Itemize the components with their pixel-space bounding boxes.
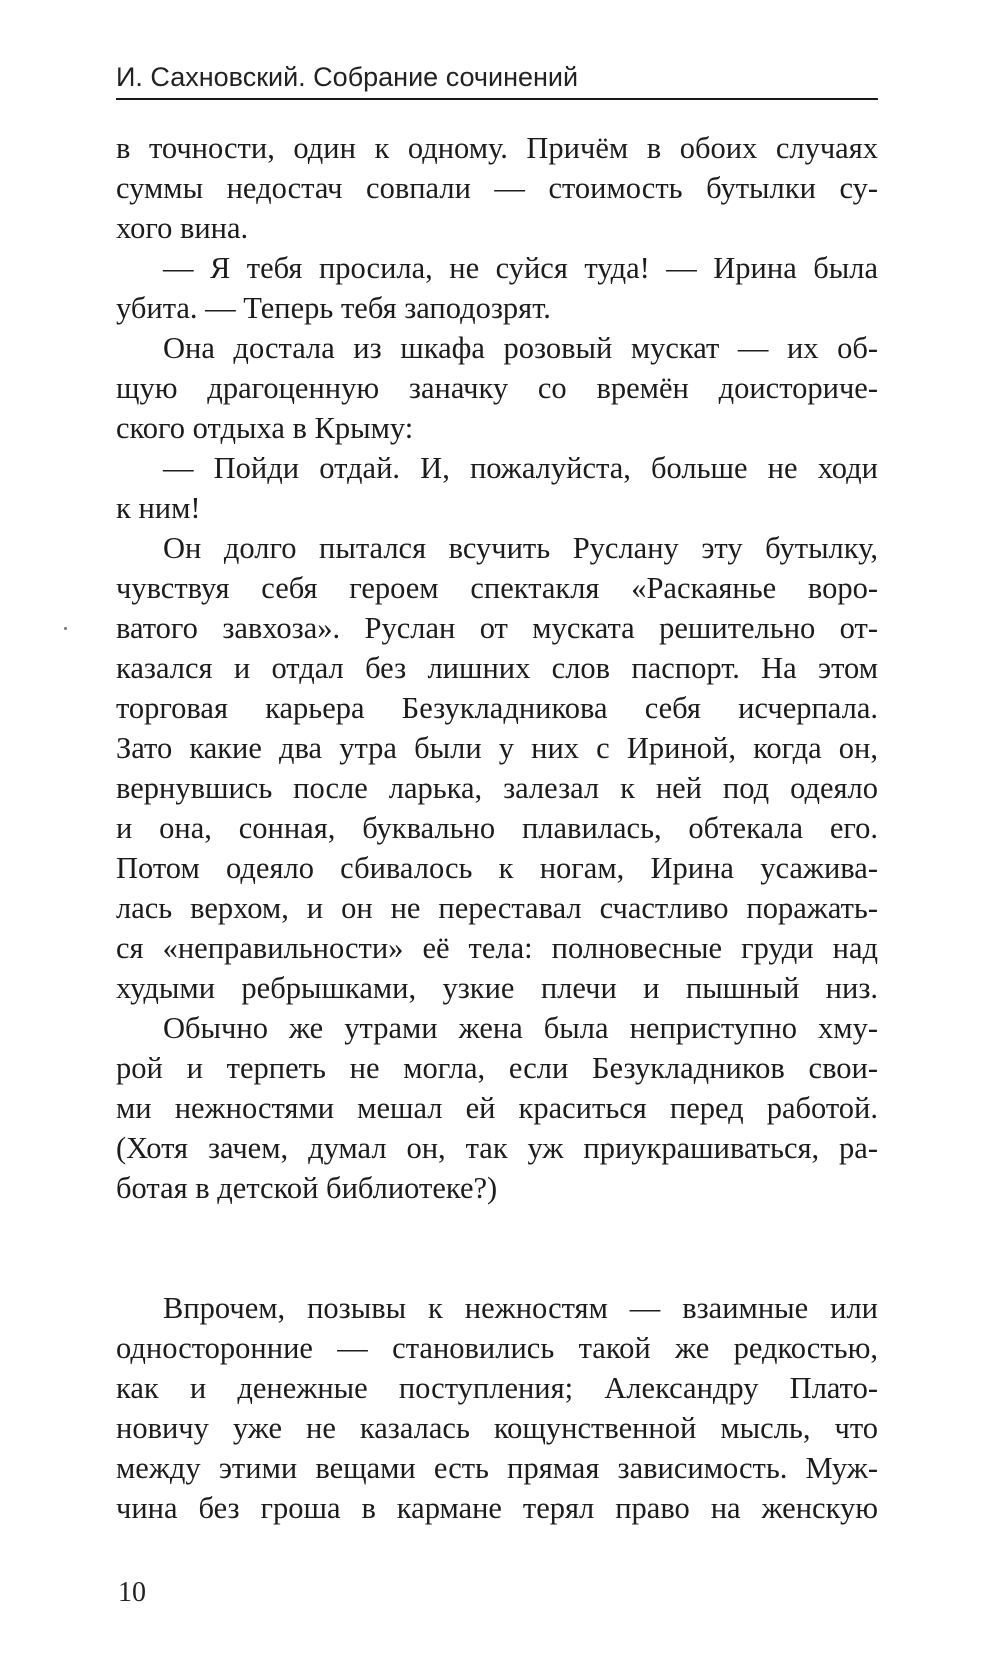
text-line: как и денежные поступления; Александру Плато-: [116, 1371, 878, 1405]
text-line: Впрочем, позывы к нежностям — взаимные или: [163, 1291, 878, 1325]
text-line: худыми ребрышками, узкие плечи и пышный низ.: [116, 971, 878, 1005]
text-line: Потом одеяло сбивалось к ногам, Ирина усажива-: [116, 851, 878, 885]
text-line: ского отдыха в Крыму:: [116, 411, 414, 445]
text-line: торговая карьера Безукладникова себя исчерпала.: [116, 691, 878, 725]
text-line: ми нежностями мешал ей краситься перед работой.: [116, 1091, 878, 1125]
text-line: лась верхом, и он не переставал счастливо поражать-: [116, 891, 878, 925]
text-line: щую драгоценную заначку со времён доисториче-: [116, 371, 878, 405]
text-line: (Хотя зачем, думал он, так уж приукрашиваться, ра-: [116, 1131, 878, 1165]
text-line: чина без гроша в кармане терял право на женскую: [116, 1491, 878, 1525]
text-line: чувствуя себя героем спектакля «Раскаянье воро-: [116, 571, 878, 605]
text-line: Она достала из шкафа розовый мускат — их об-: [163, 331, 878, 365]
text-line: между этими вещами есть прямая зависимость. Муж-: [116, 1451, 878, 1485]
text-line: односторонние — становились такой же редкостью,: [116, 1331, 878, 1365]
header-rule: [116, 98, 878, 100]
page-number: 10: [118, 1577, 146, 1608]
text-line: ся «неправильности» её тела: полновесные груди над: [116, 931, 878, 965]
text-line: новичу уже не казалась кощунственной мысль, что: [116, 1411, 878, 1445]
text-line: хого вина.: [116, 211, 249, 245]
text-line: в точности, один к одному. Причём в обоих случаях: [116, 131, 878, 165]
text-line: Зато какие два утра были у них с Ириной, когда он,: [116, 731, 878, 765]
text-line: — Я тебя просила, не суйся туда! — Ирина была: [163, 251, 878, 285]
print-speck: [64, 627, 67, 630]
text-line: Он долго пытался всучить Руслану эту бутылку,: [163, 531, 878, 565]
text-line: казался и отдал без лишних слов паспорт. На этом: [116, 651, 878, 685]
page-body: [116, 128, 878, 1528]
section-break: [116, 1208, 878, 1288]
text-line: ватого завхоза». Руслан от муската решительно от-: [116, 611, 878, 645]
text-line: вернувшись после ларька, залезал к ней под одеяло: [116, 771, 878, 805]
text-line: ботая в детской библиотеке?): [116, 1171, 498, 1205]
text-line: и она, сонная, буквально плавилась, обтекала его.: [116, 811, 878, 845]
running-header: И. Сахновский. Собрание сочинений: [116, 62, 579, 92]
text-line: суммы недостач совпали — стоимость бутылки су-: [116, 171, 878, 205]
text-line: убита. — Теперь тебя заподозрят.: [116, 291, 551, 325]
text-line: рой и терпеть не могла, если Безукладников свои-: [116, 1051, 878, 1085]
text-line: Обычно же утрами жена была неприступно хму-: [163, 1011, 878, 1045]
text-line: к ним!: [116, 491, 201, 525]
text-line: — Пойди отдай. И, пожалуйста, больше не ходи: [163, 451, 878, 485]
